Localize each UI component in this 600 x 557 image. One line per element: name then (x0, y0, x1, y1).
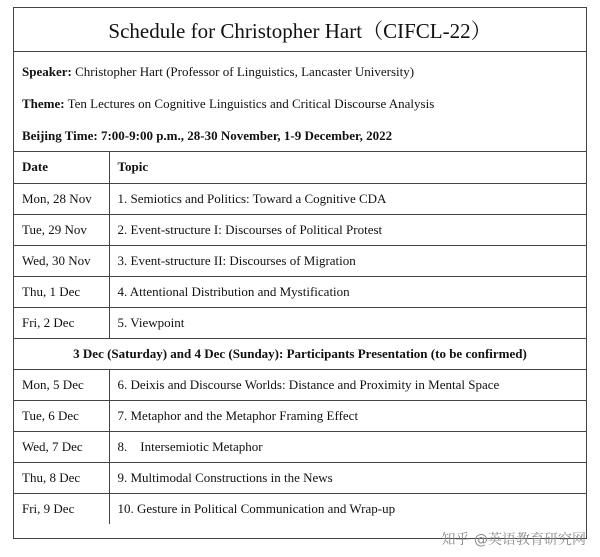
table-header-row (14, 152, 586, 183)
table-row (14, 400, 586, 431)
table-row (14, 214, 586, 245)
row-date: Mon, 28 Nov (14, 183, 109, 214)
table-row (14, 462, 586, 493)
speaker-line (22, 64, 414, 80)
table-row (14, 493, 586, 524)
theme-line (22, 96, 434, 112)
row-topic: 1. Semiotics and Politics: Toward a Cognitive CDA (109, 183, 586, 214)
schedule-table (14, 152, 586, 524)
notice-row (14, 338, 586, 369)
row-date: Mon, 5 Dec (14, 369, 109, 400)
row-topic: 6. Deixis and Discourse Worlds: Distance and Proximity in Mental Space (109, 369, 586, 400)
page-title: Schedule for Christopher Hart（CIFCL-22） (14, 8, 586, 52)
row-date: Tue, 6 Dec (14, 400, 109, 431)
row-topic: 10. Gesture in Political Communication and Wrap-up (109, 493, 586, 524)
speaker-value: Christopher Hart (Professor of Linguistics, Lancaster University) (71, 64, 415, 79)
row-date: Fri, 2 Dec (14, 307, 109, 338)
row-date: Tue, 29 Nov (14, 214, 109, 245)
watermark: 知乎 @英语教育研究网 (441, 532, 586, 548)
participants-presentation-notice: 3 Dec (Saturday) and 4 Dec (Sunday): Participants Presentation (to be confirmed) (14, 338, 586, 369)
date-header: Date (14, 152, 109, 183)
row-topic: 5. Viewpoint (109, 307, 586, 338)
table-row (14, 245, 586, 276)
speaker-label: Speaker: (22, 64, 72, 79)
row-date: Thu, 1 Dec (14, 276, 109, 307)
theme-value: Ten Lectures on Cognitive Linguistics and Critical Discourse Analysis (64, 96, 435, 111)
info-section (14, 52, 586, 152)
row-topic: 9. Multimodal Constructions in the News (109, 462, 586, 493)
row-date: Thu, 8 Dec (14, 462, 109, 493)
row-topic: 4. Attentional Distribution and Mystification (109, 276, 586, 307)
row-date: Wed, 7 Dec (14, 431, 109, 462)
table-row (14, 276, 586, 307)
schedule-document (13, 7, 587, 539)
row-topic: 7. Metaphor and the Metaphor Framing Effect (109, 400, 586, 431)
table-row (14, 369, 586, 400)
theme-label: Theme: (22, 96, 65, 111)
topic-header: Topic (117, 159, 149, 175)
row-topic: 2. Event-structure I: Discourses of Political Protest (109, 214, 586, 245)
beijing-time-line: Beijing Time: 7:00-9:00 p.m., 28-30 November, 1-9 December, 2022 (22, 128, 393, 143)
row-topic: 8. Intersemiotic Metaphor (109, 431, 586, 462)
table-row (14, 431, 586, 462)
table-row (14, 307, 586, 338)
table-row (14, 183, 586, 214)
row-date: Fri, 9 Dec (14, 493, 109, 524)
row-date: Wed, 30 Nov (14, 245, 109, 276)
row-topic: 3. Event-structure II: Discourses of Migration (109, 245, 586, 276)
